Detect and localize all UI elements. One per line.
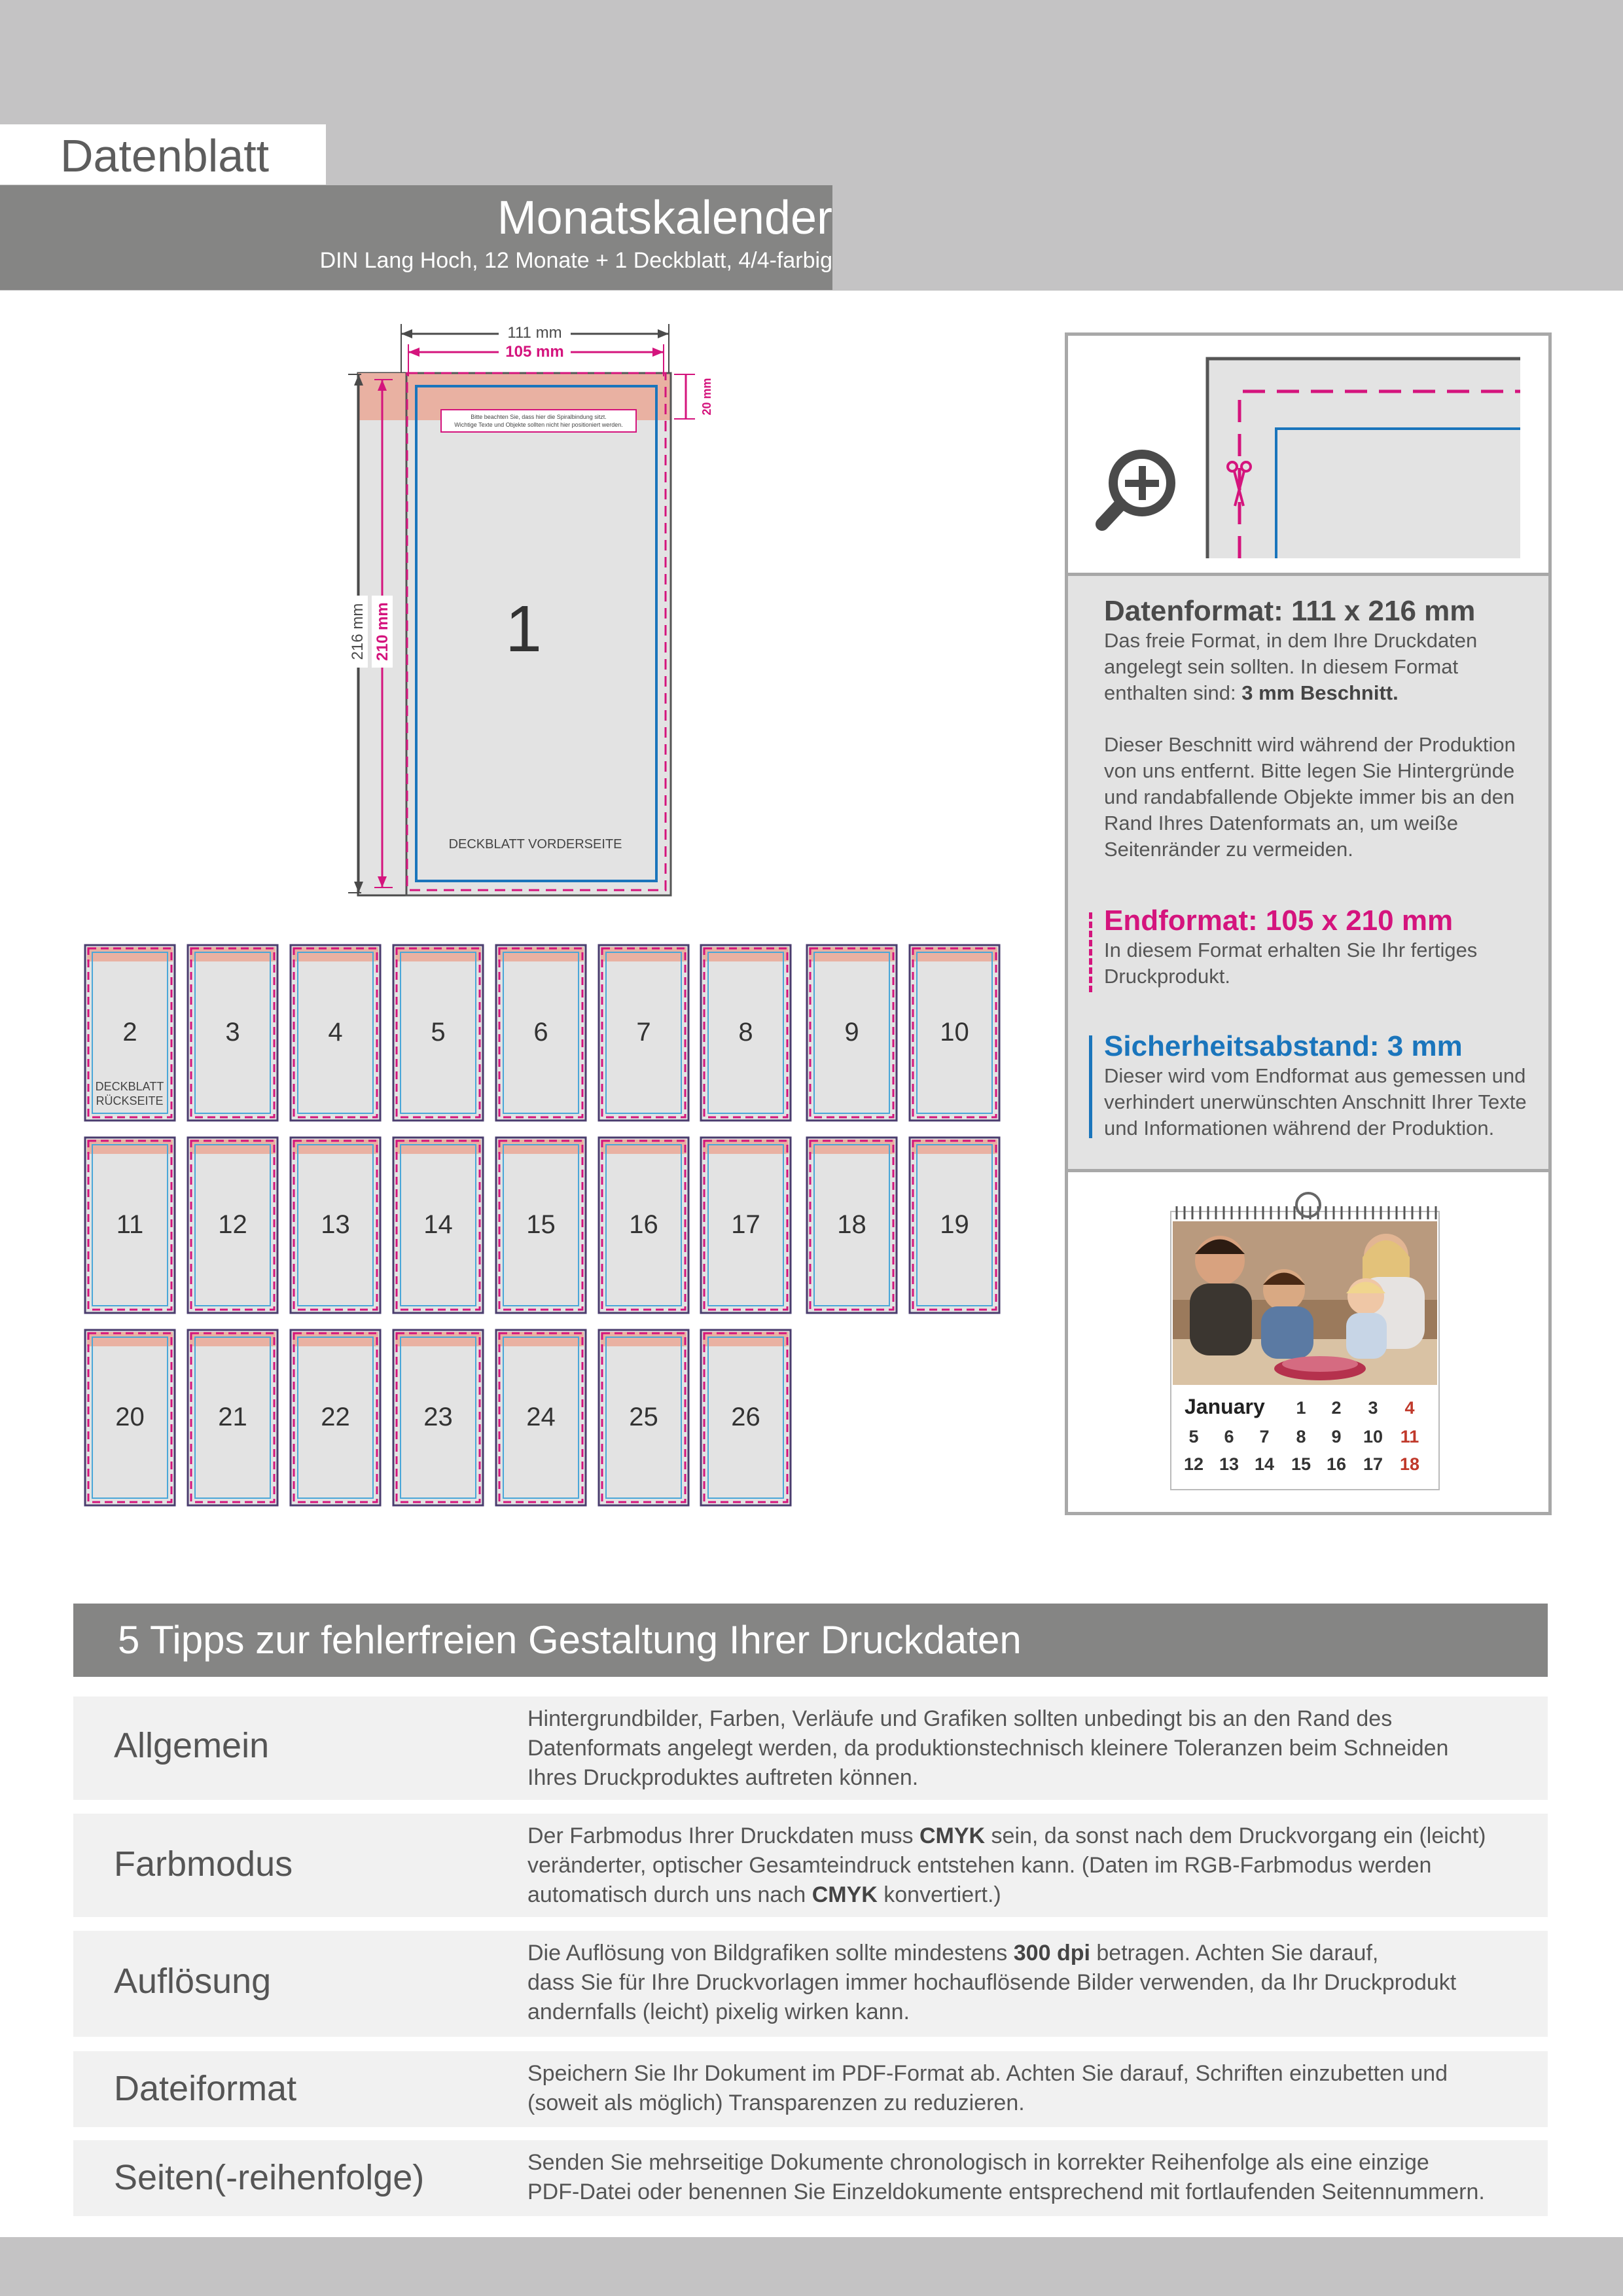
page-title: Monatskalender <box>497 192 832 244</box>
tip-text: sein, da sonst nach dem Druckvorgang ein (leicht) <box>985 1823 1486 1848</box>
calendar-day: 1 <box>1296 1398 1306 1418</box>
datenformat-text: enthalten sind: <box>1104 681 1242 704</box>
tip-text-bold: CMYK <box>919 1823 986 1848</box>
thumbnail-number: 11 <box>116 1210 144 1239</box>
tip-row-seitenreihenfolge <box>73 2140 1548 2216</box>
tip-label: Farbmodus <box>114 1844 293 1884</box>
calendar-month: January <box>1185 1395 1265 1418</box>
tip-text: automatisch durch uns nach <box>527 1882 812 1907</box>
thumbnail-number: 18 <box>837 1210 866 1239</box>
zoom-preview <box>1068 336 1548 576</box>
tip-text: Der Farbmodus Ihrer Druckdaten muss <box>527 1823 919 1848</box>
width-final-label: 105 mm <box>505 343 564 361</box>
datenformat-text: Dieser Beschnitt wird während der Produktion <box>1104 733 1516 756</box>
calendar-day: 11 <box>1400 1427 1419 1446</box>
page-subtitle: DIN Lang Hoch, 12 Monate + 1 Deckblatt, 4/4-farbig <box>319 248 832 273</box>
family-photo <box>1173 1221 1437 1385</box>
datenformat-bleed: 3 mm Beschnitt. <box>1241 681 1399 704</box>
calendar-day: 3 <box>1368 1398 1378 1418</box>
tip-text: Ihres Druckproduktes auftreten können. <box>527 1765 919 1790</box>
spiral-binding <box>1177 1193 1436 1219</box>
datenformat-text: Rand Ihres Datenformats an, um weiße <box>1104 812 1459 834</box>
calendar-day: 12 <box>1183 1454 1204 1474</box>
thumb2-caption-line1: DECKBLATT <box>95 1080 164 1093</box>
thumbnail-number: 6 <box>533 1018 548 1047</box>
thumbnail-number: 3 <box>225 1018 240 1047</box>
tip-label: Auflösung <box>114 1962 272 2001</box>
thumbnail-number: 16 <box>629 1210 658 1239</box>
height-final-label: 210 mm <box>374 602 391 661</box>
endformat-text: In diesem Format erhalten Sie Ihr fertiges <box>1104 939 1478 961</box>
info-panel <box>1065 332 1552 1515</box>
thumbnail-number: 22 <box>321 1403 350 1431</box>
tip-text: betragen. Achten Sie darauf, <box>1090 1941 1379 1965</box>
thumbnail-number: 5 <box>431 1018 446 1047</box>
datenformat-text: Seitenränder zu vermeiden. <box>1104 838 1353 861</box>
endformat-text: Druckprodukt. <box>1104 965 1230 988</box>
format-diagram <box>0 291 1060 1534</box>
thumbnail-number: 14 <box>423 1210 453 1239</box>
datenformat-text: von uns entfernt. Bitte legen Sie Hintergründe <box>1104 759 1515 782</box>
datenformat-text: und randabfallende Objekte immer bis an den <box>1104 785 1515 808</box>
tip-text: PDF-Datei oder benennen Sie Einzeldokumente entsprechend mit fortlaufenden Seitennummern. <box>527 2179 1485 2204</box>
sicherheit-marker <box>1089 1035 1092 1138</box>
calendar-day: 14 <box>1254 1454 1275 1474</box>
calendar-day: 5 <box>1188 1427 1199 1446</box>
thumbnail-number: 2 <box>122 1018 137 1047</box>
tip-label: Allgemein <box>114 1726 270 1765</box>
tips-title: 5 Tipps zur fehlerfreien Gestaltung Ihrer Druckdaten <box>118 1618 1022 1662</box>
thumbnail-number: 12 <box>218 1210 247 1239</box>
thumbnail-number: 13 <box>321 1210 350 1239</box>
calendar-day: 18 <box>1399 1454 1420 1474</box>
thumbnail-number: 10 <box>940 1018 969 1047</box>
calendar-day: 15 <box>1291 1454 1311 1474</box>
thumbnail-number: 25 <box>629 1403 658 1431</box>
tip-row-aufloesung <box>73 1931 1548 2037</box>
thumbnail-number: 20 <box>115 1403 145 1431</box>
thumbnail-number: 24 <box>526 1403 556 1431</box>
thumbnail-number: 19 <box>940 1210 969 1239</box>
thumbnail-number: 8 <box>738 1018 753 1047</box>
tip-text-bold: CMYK <box>812 1882 878 1907</box>
top-margin-label: 20 mm <box>700 378 713 416</box>
sicherheit-title: Sicherheitsabstand: 3 mm <box>1104 1030 1463 1062</box>
doc-label: Datenblatt <box>60 130 270 181</box>
endformat-marker <box>1089 912 1095 992</box>
binding-note-line2: Wichtige Texte und Objekte sollten nicht hier positioniert werden. <box>454 422 623 428</box>
thumbnail-number: 26 <box>731 1403 760 1431</box>
datenformat-text: angelegt sein sollten. In diesem Format <box>1104 655 1459 678</box>
main-page-number: 1 <box>505 592 542 666</box>
thumbnail-grid <box>85 945 999 1505</box>
calendar-day: 13 <box>1219 1454 1240 1474</box>
sicherheit-text: verhindert unerwünschten Anschnitt Ihrer Texte <box>1104 1090 1527 1113</box>
tip-text: Senden Sie mehrseitige Dokumente chronologisch in korrekter Reihenfolge als eine einzige <box>527 2150 1429 2175</box>
tip-text: (soweit als möglich) Transparenzen zu reduzieren. <box>527 2090 1025 2115</box>
tip-text: veränderter, optischer Gesamteindruck entstehen kann. (Daten im RGB-Farbmodus werden <box>527 1853 1432 1878</box>
footer-band <box>0 2237 1623 2296</box>
tip-label: Seiten(-reihenfolge) <box>114 2158 425 2197</box>
thumbnail-number: 23 <box>423 1403 453 1431</box>
tip-label: Dateiformat <box>114 2069 297 2108</box>
tips-header <box>73 1604 1548 1677</box>
calendar-day: 2 <box>1331 1398 1342 1418</box>
thumbnail-number: 15 <box>526 1210 556 1239</box>
thumb2-caption-line2: RÜCKSEITE <box>96 1094 164 1107</box>
tip-text: Speichern Sie Ihr Dokument im PDF-Format ab. Achten Sie darauf, Schriften einzubetten und <box>527 2061 1448 2086</box>
tip-row-allgemein <box>73 1696 1548 1800</box>
binding-note-line1: Bitte beachten Sie, dass hier die Spiralbindung sitzt. <box>471 414 607 420</box>
calendar-day: 8 <box>1296 1427 1306 1446</box>
main-page-caption: DECKBLATT VORDERSEITE <box>448 837 622 852</box>
calendar-day: 9 <box>1331 1427 1342 1446</box>
tip-row-dateiformat <box>73 2051 1548 2127</box>
zoom-in-icon <box>1102 454 1171 524</box>
thumbnail-number: 17 <box>731 1210 760 1239</box>
thumbnail-number: 21 <box>218 1403 247 1431</box>
calendar-day: 6 <box>1224 1427 1234 1446</box>
endformat-title: Endformat: 105 x 210 mm <box>1104 905 1454 937</box>
product-photo <box>1068 1172 1548 1512</box>
calendar-day: 16 <box>1326 1454 1347 1474</box>
width-data-label: 111 mm <box>507 324 562 342</box>
sicherheit-text: Dieser wird vom Endformat aus gemessen und <box>1104 1064 1526 1087</box>
tip-text: Datenformats angelegt werden, da produktionstechnisch kleinere Toleranzen beim Schneiden <box>527 1736 1449 1761</box>
height-data-label: 216 mm <box>349 603 366 660</box>
calendar-day: 10 <box>1363 1427 1383 1446</box>
calendar-day: 17 <box>1363 1454 1383 1474</box>
tip-row-farbmodus <box>73 1814 1548 1917</box>
sicherheit-text: und Informationen während der Produktion. <box>1104 1117 1495 1139</box>
tip-text: andernfalls (leicht) pixelig wirken kann. <box>527 2000 910 2024</box>
datenformat-title: Datenformat: 111 x 216 mm <box>1104 595 1476 627</box>
thumbnail-number: 9 <box>844 1018 859 1047</box>
tip-text: konvertiert.) <box>877 1882 1001 1907</box>
tip-text: Hintergrundbilder, Farben, Verläufe und Grafiken sollten unbedingt bis an den Rand des <box>527 1706 1393 1731</box>
thumbnail-number: 4 <box>328 1018 343 1047</box>
tip-text: dass Sie für Ihre Druckvorlagen immer hochauflösende Bilder verwenden, da Ihr Druckprodukt <box>527 1970 1457 1995</box>
datenformat-text: Das freie Format, in dem Ihre Druckdaten <box>1104 629 1478 652</box>
calendar-day: 4 <box>1404 1398 1415 1418</box>
thumbnail-number: 7 <box>636 1018 651 1047</box>
tip-text-bold: 300 dpi <box>1013 1941 1090 1965</box>
calendar-day: 7 <box>1259 1427 1270 1446</box>
tip-text: Die Auflösung von Bildgrafiken sollte mindestens <box>527 1941 1014 1965</box>
format-info <box>1068 576 1548 1172</box>
